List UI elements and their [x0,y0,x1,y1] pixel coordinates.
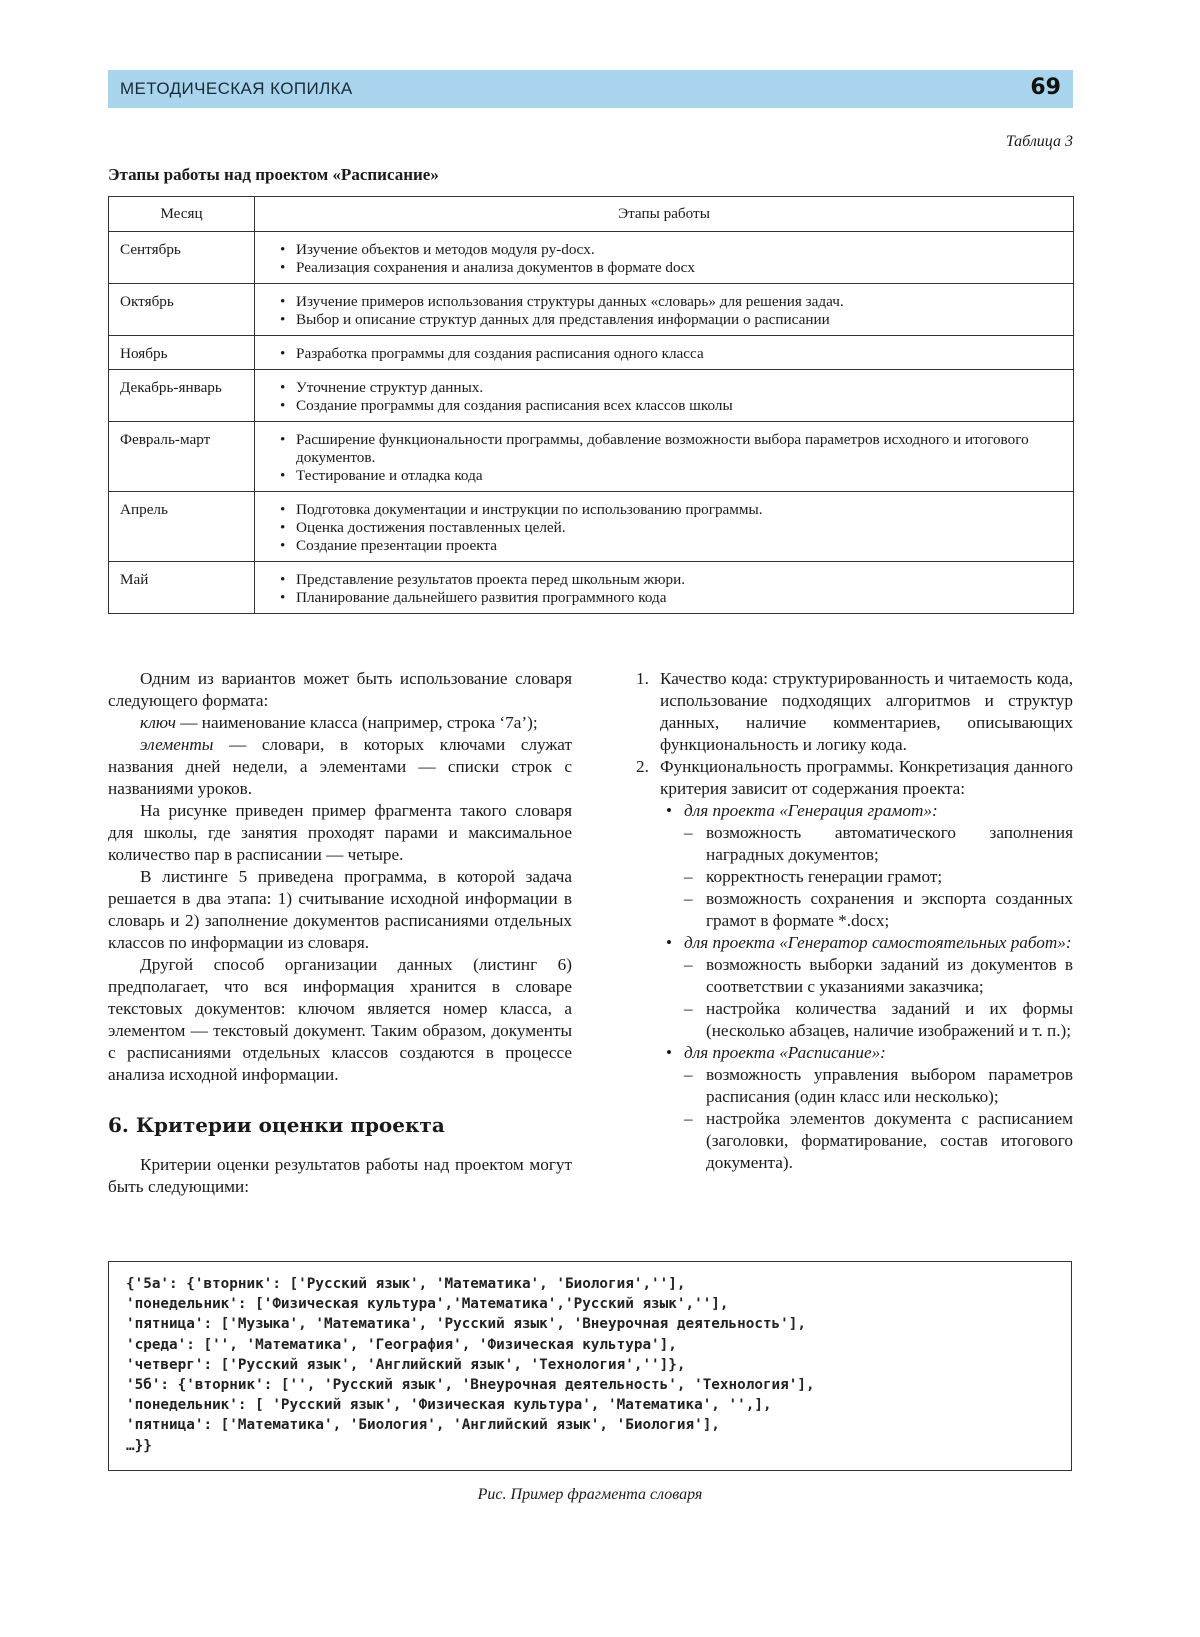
code-line: '5б': {'вторник': ['', 'Русский язык', 'Внеурочная деятельность', 'Технология'], [126,1377,815,1394]
project-subitem [684,1108,1073,1174]
paragraph: Другой способ организации данных (листинг 6) предполагает, что вся информация хранится в словаре текстовых документов: ключом является номер класса, а элементом — текстовый документ. Таким образом, документы с расписаниями отдельных классов создаются в процессе анализа исходной информации. [108,955,572,1084]
project-item [660,932,1073,1042]
bullet-glyph: • [666,801,673,820]
subitem-text: настройка количества заданий и их формы (несколько абзацев, наличие изображений и т. п.); [706,999,1073,1040]
list-number: 1. [636,669,649,688]
stage-item: • Создание презентации проекта [282,537,1065,555]
month-cell: Октябрь [109,284,255,336]
stage-item: • Расширение функциональности программы, добавление возможности выбора параметров исходного и итогового документов. [282,431,1065,467]
subitem-text: возможность управления выбором параметров расписания (один класс или несколько); [706,1065,1073,1106]
stage-item: • Подготовка документации и инструкции по использованию программы. [282,501,1065,519]
stage-item: • Изучение объектов и методов модуля py-docx. [282,241,1065,259]
month-cell: Февраль-март [109,422,255,492]
code-line: 'четверг': ['Русский язык', 'Английский язык', 'Технология','']}, [126,1356,686,1373]
subitem-text: настройка элементов документа с расписанием (заголовки, форматирование, состав итогового документа). [706,1109,1073,1172]
code-line: 'среда': ['', 'Математика', 'География', 'Физическая культура'], [126,1336,677,1353]
project-subitem [684,954,1073,998]
month-cell: Декабрь-январь [109,370,255,422]
table-row [109,422,1074,492]
code-line: 'понедельник': [ 'Русский язык', 'Физическая культура', 'Математика', '',], [126,1397,772,1414]
paragraph: Одним из вариантов может быть использование словаря следующего формата: [108,669,572,710]
project-subitem [684,866,1073,888]
code-figure [108,1261,1072,1471]
project-title: для проекта «Генерация грамот»: [684,801,938,820]
stage-item: • Изучение примеров использования структуры данных «словарь» для решения задач. [282,293,1065,311]
stages-cell [255,370,1074,422]
project-title: для проекта «Расписание»: [684,1043,886,1062]
section-title: МЕТОДИЧЕСКАЯ КОПИЛКА [120,79,353,98]
stages-table [108,196,1074,614]
stage-item: • Оценка достижения поставленных целей. [282,519,1065,537]
criteria-list [636,668,1073,1174]
project-item [660,1042,1073,1174]
stage-list [266,293,1065,329]
figure-caption: Рис. Пример фрагмента словаря [477,1486,703,1503]
stage-item: • Планирование дальнейшего развития программного кода [282,589,1065,607]
bullet-glyph: • [666,933,673,952]
dash-glyph: – [684,1065,693,1084]
list-number: 2. [636,757,649,776]
term-elements: элементы [140,735,214,754]
month-cell: Май [109,562,255,614]
stage-list [266,571,1065,607]
table-row [109,492,1074,562]
code-line: 'пятница': ['Математика', 'Биология', 'Английский язык', 'Биология'], [126,1417,720,1434]
table-row [109,370,1074,422]
project-subitem [684,1064,1073,1108]
paragraph [108,712,572,734]
code-line: …}} [126,1437,152,1454]
criterion-item [636,668,1073,756]
stages-cell [255,492,1074,562]
month-cell: Апрель [109,492,255,562]
paragraph-text: — словари, в которых ключами служат названия дней недели, а элементами — списки строк с названиями уроков. [108,735,572,798]
month-cell: Сентябрь [109,232,255,284]
criterion-text: Качество кода: структурированность и читаемость кода, использование подходящих алгоритмов и структур данных, наличие комментариев, описывающих функциональность и логику кода. [660,669,1073,754]
table-label: Таблица 3 [1005,133,1073,150]
code-line: 'понедельник': ['Физическая культура','Математика','Русский язык',''], [126,1296,729,1313]
stage-item: • Реализация сохранения и анализа документов в формате docx [282,259,1065,277]
stages-cell [255,562,1074,614]
table-row [109,232,1074,284]
running-header [108,70,1073,108]
subitem-text: возможность автоматического заполнения наградных документов; [706,823,1073,864]
project-subitems [684,1064,1073,1174]
dash-glyph: – [684,1109,693,1128]
table-header-row [109,197,1074,232]
code-block [126,1274,1071,1456]
criterion-item [636,756,1073,1174]
paragraph: В листинге 5 приведена программа, в которой задача решается в два этапа: 1) считывание исходной информации в словарь и 2) заполнение документов расписаниями отдельных классов по информации из словаря. [108,867,572,952]
code-line: 'пятница': ['Музыка', 'Математика', 'Русский язык', 'Внеурочная деятельность'], [126,1316,806,1333]
paragraph-text: — наименование класса (например, строка ‘7а’); [175,713,538,732]
subitem-text: корректность генерации грамот; [706,867,943,886]
project-item [660,800,1073,932]
project-title: для проекта «Генератор самостоятельных работ»: [684,933,1072,952]
stage-item: • Разработка программы для создания расписания одного класса [282,345,1065,363]
stage-list [266,431,1065,485]
stage-item: • Уточнение структур данных. [282,379,1065,397]
dash-glyph: – [684,999,693,1018]
table-title: Этапы работы над проектом «Расписание» [108,165,439,184]
project-subitem [684,822,1073,866]
project-subitems [684,822,1073,932]
stages-cell [255,422,1074,492]
project-subitem [684,998,1073,1042]
bullet-glyph: • [666,1043,673,1062]
code-line: {'5а': {'вторник': ['Русский язык', 'Математика', 'Биология',''], [126,1276,686,1292]
dash-glyph: – [684,889,693,908]
project-subitems [684,954,1073,1042]
table-row [109,562,1074,614]
stage-item: • Представление результатов проекта перед школьным жюри. [282,571,1065,589]
project-list [660,800,1073,1174]
right-column [636,668,1073,1174]
stages-cell [255,284,1074,336]
section-heading: 6. Критерии оценки проекта [108,1113,445,1137]
left-column [108,668,572,1198]
month-cell: Ноябрь [109,336,255,370]
term-key: ключ [140,713,176,732]
page-number: 69 [1030,75,1061,100]
stage-item: • Создание программы для создания расписания всех классов школы [282,397,1065,415]
table-row [109,336,1074,370]
column-header-month: Месяц [109,197,255,232]
stage-item: • Тестирование и отладка кода [282,467,1065,485]
criterion-text: Функциональность программы. Конкретизация данного критерия зависит от содержания проекта: [660,757,1073,798]
subitem-text: возможность выборки заданий из документов в соответствии с указаниями заказчика; [706,955,1073,996]
column-header-stages: Этапы работы [255,197,1074,232]
dash-glyph: – [684,823,693,842]
project-subitem [684,888,1073,932]
dash-glyph: – [684,867,693,886]
paragraph: Критерии оценки результатов работы над проектом могут быть следующими: [108,1155,572,1196]
stages-cell [255,336,1074,370]
stages-cell [255,232,1074,284]
stage-list [266,345,1065,363]
paragraph [108,734,572,800]
subitem-text: возможность сохранения и экспорта созданных грамот в формате *.docx; [706,889,1073,930]
stage-list [266,501,1065,555]
stages-table-body [109,232,1074,614]
paragraph: На рисунке приведен пример фрагмента такого словаря для школы, где занятия проходят парами и максимальное количество пар в расписании — четыре. [108,801,572,864]
stage-list [266,379,1065,415]
table-row [109,284,1074,336]
stage-list [266,241,1065,277]
dash-glyph: – [684,955,693,974]
stage-item: • Выбор и описание структур данных для представления информации о расписании [282,311,1065,329]
